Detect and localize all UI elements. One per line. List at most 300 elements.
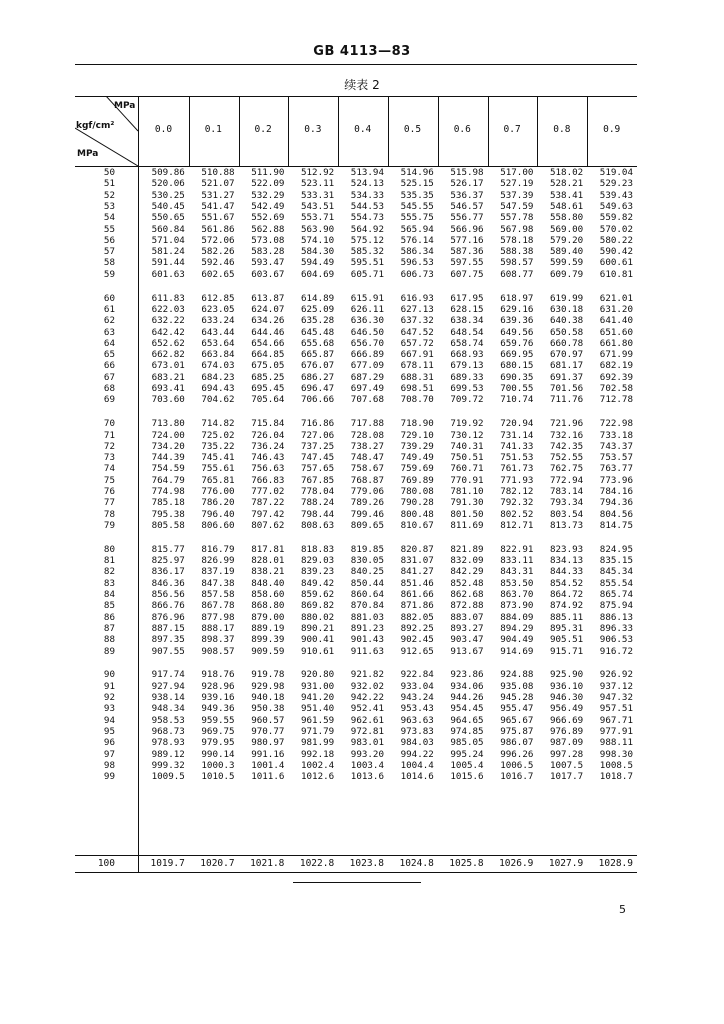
- row-label: 96: [103, 737, 115, 749]
- table-cell: 870.84: [350, 600, 384, 612]
- table-cell: 895.31: [549, 622, 584, 634]
- table-cell: 958.53: [151, 714, 185, 726]
- row-label: 82: [103, 566, 115, 578]
- row-label: 66: [103, 360, 115, 372]
- table-cell: 868.80: [251, 600, 285, 612]
- table-cell: 816.79: [201, 543, 235, 555]
- table-row: [75, 190, 637, 201]
- table-cell: 682.19: [599, 360, 633, 372]
- table-cell: 624.07: [251, 303, 285, 315]
- table-cell: 959.55: [201, 714, 235, 726]
- table-row: [75, 760, 637, 771]
- table-cell: 953.43: [400, 703, 434, 715]
- table-cell: 697.49: [350, 383, 384, 394]
- table-cell: 560.84: [151, 223, 185, 235]
- table-cell: 535.35: [400, 189, 434, 201]
- table-cell: 926.92: [599, 669, 633, 681]
- table-cell: 855.54: [599, 577, 633, 589]
- table-cell: 529.23: [599, 178, 633, 190]
- table-cell: 509.86: [151, 167, 185, 178]
- table-cell: 919.78: [251, 669, 285, 681]
- table-cell: 806.60: [201, 519, 235, 531]
- table-row: [75, 178, 637, 189]
- table-cell: 745.41: [201, 452, 235, 464]
- table-cell: 530.25: [151, 189, 185, 201]
- table-cell: 511.90: [251, 167, 285, 178]
- row-label: 81: [103, 555, 115, 567]
- table-cell: 584.30: [300, 246, 335, 258]
- table-cell: 539.43: [599, 189, 633, 201]
- table-cell: 790.28: [400, 497, 434, 509]
- table-cell: 676.07: [300, 360, 335, 372]
- table-cell: 703.60: [151, 394, 185, 406]
- table-cell: 935.08: [500, 680, 534, 692]
- table-cell: 966.69: [549, 714, 584, 726]
- table-cell: 742.35: [549, 440, 584, 452]
- row-label: 70: [103, 418, 115, 430]
- table-cell: 920.80: [300, 669, 335, 681]
- table-cell: 805.58: [151, 519, 185, 531]
- table-cell: 809.65: [350, 519, 384, 531]
- table-cell: 753.57: [599, 452, 633, 464]
- row-label: 50: [103, 167, 115, 178]
- table-cell: 644.46: [251, 326, 285, 338]
- table-cell: 737.25: [300, 440, 335, 452]
- table-cell: 566.96: [450, 223, 484, 235]
- table-cell: 619.99: [549, 292, 584, 304]
- table-cell: 851.46: [400, 577, 434, 589]
- table-cell: 1015.6: [450, 771, 484, 783]
- table-cell: 754.59: [151, 463, 185, 475]
- table-cell: 522.09: [251, 178, 285, 190]
- table-cell: 923.86: [450, 669, 484, 681]
- table-cell: 514.96: [400, 167, 434, 178]
- table-cell: 879.00: [251, 611, 285, 623]
- table-cell: 874.92: [549, 600, 584, 612]
- table-cell: 610.81: [599, 268, 633, 280]
- corner-label-mpa-top: MPa: [114, 101, 136, 111]
- table-cell: 669.95: [500, 349, 534, 361]
- table-cell: 840.25: [350, 566, 384, 578]
- table-cell: 830.05: [350, 555, 384, 567]
- table-cell: 761.73: [500, 463, 534, 475]
- table-cell: 567.98: [500, 223, 534, 235]
- table-cell: 730.12: [450, 429, 484, 441]
- table-cell: 865.74: [599, 589, 633, 600]
- table-cell: 1027.9: [548, 858, 584, 869]
- table-cell: 871.86: [400, 600, 434, 612]
- table-cell: 877.98: [201, 611, 235, 623]
- row-label: 91: [103, 680, 115, 692]
- table-row: [75, 372, 637, 383]
- table-cell: 639.36: [500, 315, 534, 327]
- row-label: 89: [103, 645, 115, 657]
- table-cell: 594.49: [300, 257, 335, 269]
- table-cell: 994.22: [400, 748, 434, 760]
- table-cell: 876.96: [151, 611, 185, 623]
- table-cell: 964.65: [450, 714, 484, 726]
- table-cell: 680.15: [500, 360, 534, 372]
- column-header: 0.8: [553, 124, 571, 135]
- table-cell: 904.49: [500, 634, 534, 646]
- table-cell: 947.32: [599, 692, 633, 703]
- table-cell: 746.43: [251, 452, 285, 464]
- table-cell: 1008.5: [599, 759, 633, 771]
- table-cell: 709.72: [450, 394, 484, 406]
- row-label: 95: [103, 725, 115, 737]
- conversion-table: [75, 96, 637, 873]
- table-cell: 556.77: [450, 212, 484, 224]
- table-cell: 782.12: [500, 486, 534, 497]
- table-cell: 896.33: [599, 622, 633, 634]
- row-label: 59: [103, 268, 115, 280]
- row-label: 68: [103, 383, 115, 394]
- table-cell: 891.23: [350, 622, 384, 634]
- table-cell: 990.14: [201, 748, 235, 760]
- table-cell: 957.51: [599, 703, 633, 715]
- table-cell: 551.67: [201, 212, 235, 224]
- table-row: [75, 692, 637, 703]
- table-row: [75, 463, 637, 474]
- table-cell: 657.72: [400, 337, 434, 349]
- table-cell: 741.33: [500, 440, 534, 452]
- table-cell: 726.04: [251, 429, 285, 441]
- table-cell: 593.47: [251, 257, 285, 269]
- column-divider: [388, 96, 389, 166]
- table-cell: 967.71: [599, 714, 633, 726]
- table-cell: 720.94: [500, 418, 534, 430]
- table-cell: 740.31: [450, 440, 484, 452]
- table-cell: 546.57: [450, 200, 484, 212]
- table-cell: 854.52: [549, 577, 584, 589]
- table-cell: 983.01: [350, 737, 384, 749]
- table-cell: 980.97: [251, 737, 285, 749]
- table-cell: 623.05: [201, 303, 235, 315]
- table-cell: 510.88: [201, 167, 235, 178]
- table-cell: 864.72: [549, 589, 584, 600]
- table-cell: 978.93: [151, 737, 185, 749]
- table-row: [75, 703, 637, 714]
- table-row: [75, 452, 637, 463]
- table-cell: 893.27: [450, 622, 484, 634]
- table-cell: 927.94: [151, 680, 185, 692]
- table-cell: 649.56: [500, 326, 534, 338]
- column-header: 0.0: [154, 124, 173, 135]
- table-cell: 917.74: [151, 669, 185, 681]
- table-cell: 1005.4: [450, 759, 484, 771]
- table-cell: 844.33: [549, 566, 584, 578]
- table-row: [75, 669, 637, 680]
- row-label: 86: [103, 611, 115, 623]
- table-cell: 558.80: [549, 212, 584, 224]
- table-cell: 898.37: [201, 634, 235, 646]
- table-cell: 826.99: [201, 555, 235, 567]
- table-cell: 675.05: [251, 360, 285, 372]
- table-cell: 640.38: [549, 315, 584, 327]
- table-cell: 531.27: [201, 189, 235, 201]
- table-cell: 625.09: [300, 303, 335, 315]
- table-cell: 883.07: [450, 611, 484, 623]
- table-cell: 658.74: [450, 337, 484, 349]
- table-cell: 660.78: [549, 337, 584, 349]
- table-cell: 881.03: [350, 611, 384, 623]
- table-cell: 835.15: [599, 555, 633, 567]
- table-cell: 1021.8: [250, 858, 285, 869]
- table-row: [75, 430, 637, 441]
- table-cell: 909.59: [251, 645, 285, 657]
- table-cell: 987.09: [549, 737, 584, 749]
- table-cell: 841.27: [400, 566, 434, 578]
- table-cell: 731.14: [500, 429, 534, 441]
- table-cell: 536.37: [450, 189, 484, 201]
- table-cell: 892.25: [400, 622, 434, 634]
- table-cell: 890.21: [300, 622, 335, 634]
- table-row: [75, 715, 637, 726]
- table-cell: 846.36: [151, 577, 185, 589]
- table-cell: 819.85: [350, 543, 384, 555]
- table-cell: 1020.7: [200, 858, 235, 869]
- table-cell: 563.90: [300, 223, 335, 235]
- table-last-row-rule: [75, 855, 637, 856]
- table-cell: 937.12: [599, 680, 633, 692]
- table-row: [75, 338, 637, 349]
- table-row: [75, 257, 637, 268]
- table-cell: 828.01: [251, 555, 285, 567]
- table-cell: 727.06: [300, 429, 335, 441]
- table-cell: 626.11: [350, 303, 384, 315]
- table-cell: 995.24: [450, 748, 484, 760]
- table-cell: 812.71: [500, 519, 534, 531]
- table-row: [75, 726, 637, 737]
- table-cell: 636.30: [350, 315, 384, 327]
- table-cell: 550.65: [151, 212, 185, 224]
- table-cell: 968.73: [151, 725, 185, 737]
- table-cell: 518.02: [549, 167, 584, 178]
- column-divider: [338, 96, 339, 166]
- table-cell: 693.41: [151, 383, 185, 394]
- table-row: [75, 360, 637, 371]
- table-cell: 793.34: [549, 497, 584, 509]
- table-cell: 799.46: [350, 508, 384, 520]
- table-cell: 857.58: [201, 589, 235, 600]
- table-row: [75, 212, 637, 223]
- table-cell: 749.49: [400, 452, 434, 464]
- table-cell: 521.07: [201, 178, 235, 190]
- table-cell: 822.91: [500, 543, 534, 555]
- table-cell: 838.21: [251, 566, 285, 578]
- table-cell: 784.16: [599, 486, 633, 497]
- row-label: 90: [103, 669, 115, 681]
- table-cell: 908.57: [201, 645, 235, 657]
- table-cell: 975.87: [500, 725, 534, 737]
- column-header: 0.9: [603, 124, 621, 135]
- table-cell: 998.30: [599, 748, 633, 760]
- table-cell: 603.67: [251, 268, 285, 280]
- table-cell: 711.76: [549, 394, 584, 406]
- table-cell: 1018.7: [599, 771, 633, 783]
- column-header: 0.2: [254, 124, 272, 135]
- table-cell: 804.56: [599, 508, 633, 520]
- table-cell: 972.81: [350, 725, 384, 737]
- table-cell: 685.25: [251, 371, 285, 383]
- table-cell: 814.75: [599, 519, 633, 531]
- table-cell: 783.14: [549, 486, 584, 497]
- table-row: [75, 383, 637, 394]
- table-cell: 721.96: [549, 418, 584, 430]
- row-label: 79: [103, 519, 115, 531]
- row-label: 65: [103, 349, 115, 361]
- table-cell: 797.42: [251, 508, 285, 520]
- table-cell: 1022.8: [299, 858, 335, 869]
- table-cell: 543.51: [300, 200, 335, 212]
- table-cell: 859.62: [300, 589, 335, 600]
- column-divider: [189, 96, 190, 166]
- table-row: [75, 486, 637, 497]
- footer-rule: [293, 882, 421, 883]
- table-cell: 938.14: [151, 692, 185, 703]
- table-cell: 654.66: [251, 337, 285, 349]
- table-cell: 691.37: [549, 371, 584, 383]
- row-label: 60: [103, 292, 115, 304]
- table-cell: 758.67: [350, 463, 384, 475]
- table-cell: 1024.8: [399, 858, 434, 869]
- column-divider: [587, 96, 588, 166]
- table-cell: 700.55: [500, 383, 534, 394]
- table-row: [75, 475, 637, 486]
- table-cell: 537.39: [500, 189, 534, 201]
- table-cell: 667.91: [400, 349, 434, 361]
- table-cell: 574.10: [300, 234, 335, 246]
- table-cell: 565.94: [400, 223, 434, 235]
- table-cell: 944.26: [450, 692, 484, 703]
- table-cell: 695.45: [251, 383, 285, 394]
- table-cell: 849.42: [300, 577, 335, 589]
- table-cell: 1014.6: [400, 771, 434, 783]
- table-cell: 661.80: [599, 337, 633, 349]
- table-cell: 576.14: [400, 234, 434, 246]
- table-cell: 681.17: [549, 360, 584, 372]
- table-cell: 824.95: [599, 543, 633, 555]
- table-row: [75, 555, 637, 566]
- table-cell: 692.39: [599, 371, 633, 383]
- table-cell: 942.22: [350, 692, 384, 703]
- row-label: 75: [103, 474, 115, 486]
- column-header: 0.6: [453, 124, 471, 135]
- table-cell: 997.28: [549, 748, 584, 760]
- table-cell: 597.55: [450, 257, 484, 269]
- table-cell: 979.95: [201, 737, 235, 749]
- column-header: 0.7: [503, 124, 521, 135]
- table-cell: 582.26: [201, 246, 235, 258]
- corner-label-mpa-bottom: MPa: [77, 149, 99, 159]
- table-cell: 969.75: [201, 725, 235, 737]
- table-cell: 677.09: [350, 360, 384, 372]
- table-cell: 922.84: [400, 669, 434, 681]
- table-cell: 599.59: [549, 257, 584, 269]
- table-cell: 662.82: [151, 349, 185, 361]
- table-row: [75, 509, 637, 520]
- row-label: 92: [103, 692, 115, 703]
- table-cell: 902.45: [400, 634, 434, 646]
- table-cell: 848.40: [251, 577, 285, 589]
- table-cell: 885.11: [549, 611, 584, 623]
- table-cell: 956.49: [549, 703, 584, 715]
- table-cell: 548.61: [549, 200, 584, 212]
- table-cell: 948.34: [151, 703, 185, 715]
- table-row: [75, 394, 637, 405]
- table-cell: 601.63: [151, 268, 185, 280]
- table-cell: 884.09: [500, 611, 534, 623]
- table-cell: 596.53: [400, 257, 434, 269]
- table-cell: 738.27: [350, 440, 384, 452]
- row-label: 94: [103, 714, 115, 726]
- table-cell: 858.60: [251, 589, 285, 600]
- table-cell: 776.00: [201, 486, 235, 497]
- row-label: 74: [103, 463, 115, 475]
- table-cell: 821.89: [450, 543, 484, 555]
- table-cell: 524.13: [350, 178, 384, 190]
- row-label: 73: [103, 452, 115, 464]
- table-cell: 579.20: [549, 234, 584, 246]
- table-cell: 915.71: [549, 645, 584, 657]
- table-row: [75, 167, 637, 178]
- table-cell: 766.83: [251, 474, 285, 486]
- table-cell: 764.79: [151, 474, 185, 486]
- table-cell: 834.13: [549, 555, 584, 567]
- standard-code: GB 4113—83: [313, 44, 411, 59]
- table-cell: 882.05: [400, 611, 434, 623]
- table-cell: 705.64: [251, 394, 285, 406]
- table-cell: 630.18: [549, 303, 584, 315]
- table-cell: 526.17: [450, 178, 484, 190]
- table-cell: 1003.4: [350, 759, 384, 771]
- table-cell: 756.63: [251, 463, 285, 475]
- table-cell: 916.72: [599, 645, 633, 657]
- table-cell: 633.24: [201, 315, 235, 327]
- table-cell: 999.32: [151, 759, 185, 771]
- table-cell: 609.79: [549, 268, 584, 280]
- row-label: 78: [103, 508, 115, 520]
- table-cell: 901.43: [350, 634, 384, 646]
- table-cell: 670.97: [549, 349, 584, 361]
- row-label: 88: [103, 634, 115, 646]
- table-cell: 765.81: [201, 474, 235, 486]
- table-cell: 887.15: [151, 622, 185, 634]
- table-cell: 699.53: [450, 383, 484, 394]
- table-cell: 541.47: [201, 200, 235, 212]
- table-cell: 860.64: [350, 589, 384, 600]
- row-label: 84: [103, 589, 115, 600]
- table-cell: 984.03: [400, 737, 434, 749]
- table-cell: 873.90: [500, 600, 534, 612]
- table-cell: 852.48: [450, 577, 484, 589]
- table-cell: 534.33: [350, 189, 384, 201]
- table-cell: 1016.7: [500, 771, 534, 783]
- table-cell: 769.89: [400, 474, 434, 486]
- table-cell: 519.04: [599, 167, 633, 178]
- table-cell: 739.29: [400, 440, 434, 452]
- column-header: 0.3: [304, 124, 322, 135]
- table-cell: 767.85: [300, 474, 335, 486]
- table-cell: 991.16: [251, 748, 285, 760]
- table-cell: 801.50: [450, 508, 484, 520]
- table-cell: 1009.5: [151, 771, 185, 783]
- table-row: [75, 349, 637, 360]
- table-cell: 729.10: [400, 429, 434, 441]
- table-cell: 863.70: [500, 589, 534, 600]
- table-cell: 847.38: [201, 577, 235, 589]
- table-row: [75, 646, 637, 657]
